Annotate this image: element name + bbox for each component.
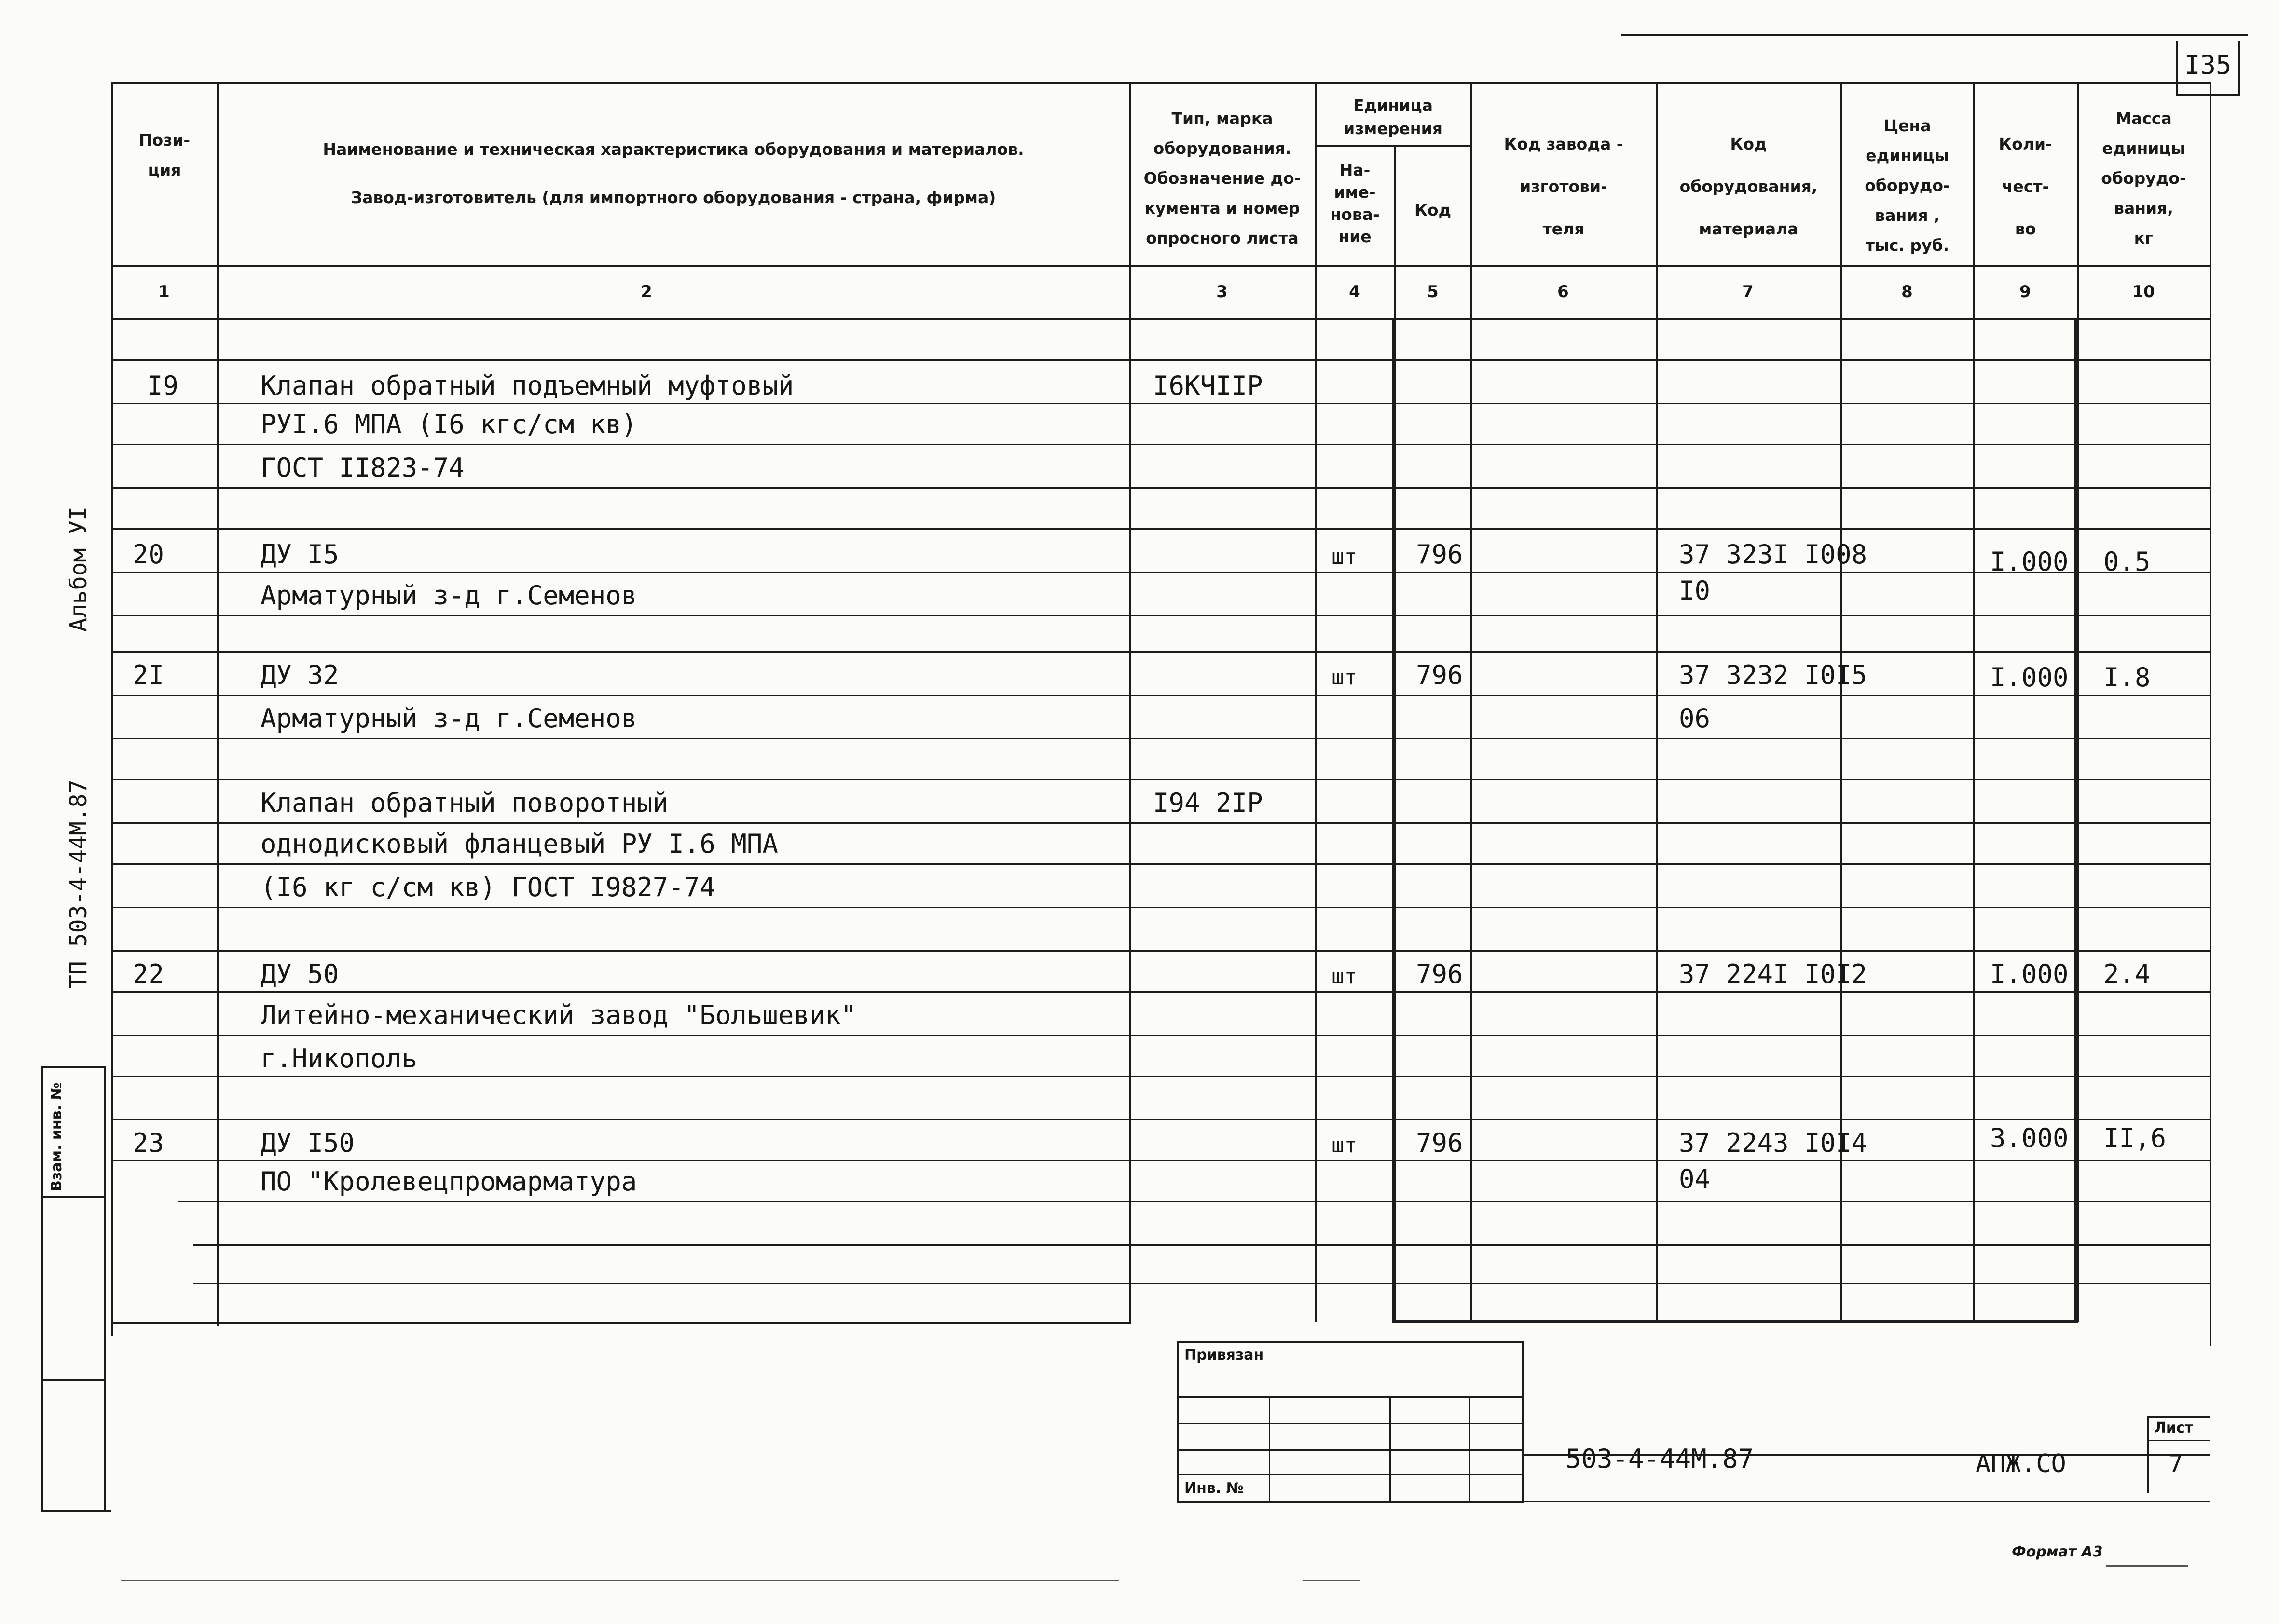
tb-sheet-left xyxy=(2147,1416,2149,1493)
header-col4: На- име- нова- ние xyxy=(1330,161,1380,246)
row-line xyxy=(111,738,2210,739)
row-line xyxy=(193,1244,2210,1246)
tb-small-row xyxy=(1177,1423,1524,1424)
col-number: 9 xyxy=(2019,282,2031,301)
row20-quantity: I.000 xyxy=(1990,546,2069,577)
tb-small-right xyxy=(1522,1341,1524,1502)
row21-line2: Арматурный з-д г.Семенов xyxy=(261,703,637,734)
col-divider-2 xyxy=(1129,82,1131,1322)
row20-line2: Арматурный з-д г.Семенов xyxy=(261,580,637,611)
table-left-border xyxy=(111,82,113,1336)
album-label: Альбом УI xyxy=(65,506,92,632)
row22-name: ДУ 50 xyxy=(261,959,339,989)
group-name-line1: Клапан обратный поворотный xyxy=(261,788,669,818)
col-divider-5 xyxy=(1470,82,1472,1322)
tb-small-left xyxy=(1177,1341,1179,1502)
row20-material-code: 37 323I I008 xyxy=(1679,539,1867,570)
row-line xyxy=(111,907,2210,908)
col-number: 10 xyxy=(2132,282,2155,301)
row23-name: ДУ I50 xyxy=(261,1128,355,1158)
header-col7: Код оборудования, материала xyxy=(1679,135,1818,238)
row20-code: 796 xyxy=(1416,539,1463,570)
row23-line2: ПО "Кролевецпромарматура xyxy=(261,1166,637,1197)
row23-quantity: 3.000 xyxy=(1990,1123,2069,1153)
privyazan-label: Привязан xyxy=(1184,1347,1264,1364)
header-col1: Пози- ция xyxy=(138,131,191,179)
row-line xyxy=(111,1076,2210,1077)
row21-name: ДУ 32 xyxy=(261,660,339,690)
format-label: Формат А3 xyxy=(2012,1543,2103,1560)
row-line xyxy=(111,572,2210,573)
row-line xyxy=(111,487,2210,489)
row-line xyxy=(111,779,2210,780)
row23-mass: II,6 xyxy=(2103,1123,2167,1153)
row19-position: I9 xyxy=(147,370,179,401)
header-col2: Наименование и техническая характеристика оборудования и материалов. Завод-изготовитель (для импортного оборудования - страна, фирма) xyxy=(323,140,1024,207)
row20-mass: 0.5 xyxy=(2103,546,2151,577)
row20-name: ДУ I5 xyxy=(261,539,339,570)
bottom-rule xyxy=(1303,1580,1360,1581)
col-divider-1 xyxy=(217,82,219,1326)
row22-quantity: I.000 xyxy=(1990,959,2069,989)
row23-material-code: 37 2243 I0I4 xyxy=(1679,1128,1867,1158)
tb-small-top xyxy=(1177,1341,1524,1343)
row-line xyxy=(111,528,2210,530)
row21-position: 2I xyxy=(133,660,165,690)
header-col3: Тип, марка оборудования. Обозначение до- кумента и номер опросного листа xyxy=(1143,109,1301,247)
row20-material-code-2: I0 xyxy=(1679,575,1711,606)
tb-small-row xyxy=(1177,1396,1524,1398)
row22-unit: шт xyxy=(1332,964,1357,989)
row-line xyxy=(111,991,2210,993)
unit-group-divider xyxy=(1315,145,1471,147)
row-line xyxy=(111,695,2210,696)
row19-line3: ГОСТ II823-74 xyxy=(261,452,465,483)
row21-unit: шт xyxy=(1332,665,1357,690)
col-number: 2 xyxy=(641,282,652,301)
row-line xyxy=(178,1201,2210,1202)
col-number: 4 xyxy=(1349,282,1360,301)
header-col10: Масса единицы оборудо- вания, кг xyxy=(2101,109,2186,247)
row21-code: 796 xyxy=(1416,660,1463,690)
row21-material-code-2: 06 xyxy=(1679,703,1711,734)
row-line xyxy=(111,1160,2210,1161)
thick-box-right xyxy=(2074,318,2078,1322)
sheet-code: АПЖ.СО xyxy=(1976,1449,2066,1478)
tb-sheet-divider xyxy=(2147,1440,2210,1441)
top-rule xyxy=(1621,34,2248,36)
document-code: 503-4-44М.87 xyxy=(1565,1444,1754,1474)
row-line xyxy=(111,1119,2210,1120)
row22-code: 796 xyxy=(1416,959,1463,989)
stamp-strip-left xyxy=(41,1066,43,1510)
row23-material-code-2: 04 xyxy=(1679,1164,1711,1194)
row21-quantity: I.000 xyxy=(1990,662,2069,693)
stamp-inv-label: Взам. инв. № xyxy=(48,1082,65,1191)
row22-position: 22 xyxy=(133,959,165,989)
table-right-border xyxy=(2210,82,2211,1346)
group-name-line3: (I6 кг с/см кв) ГОСТ I9827-74 xyxy=(261,872,715,902)
row22-line3: г.Никополь xyxy=(261,1043,418,1074)
row22-line2: Литейно-механический завод "Большевик" xyxy=(261,1000,857,1030)
row23-position: 23 xyxy=(133,1128,165,1158)
tb-sheet-top xyxy=(2147,1416,2210,1418)
header-col9: Коли- чест- во xyxy=(1999,135,2052,238)
tb-main-bottom xyxy=(1177,1501,2210,1502)
col-divider-8 xyxy=(1973,82,1975,1322)
header-bottom-border xyxy=(111,265,2210,267)
page-number: I35 xyxy=(2184,50,2232,80)
row23-unit: шт xyxy=(1332,1133,1357,1158)
format-underline xyxy=(2106,1565,2188,1567)
header-col8: Цена единицы оборудо- вания , тыс. руб. xyxy=(1865,116,1950,255)
tb-small-row xyxy=(1177,1449,1524,1451)
row-line xyxy=(111,444,2210,445)
group-type: I94 2IР xyxy=(1153,788,1263,818)
sheet-number: 7 xyxy=(2169,1450,2183,1478)
col-divider-3 xyxy=(1315,82,1317,1322)
project-label: ТП 503-4-44М.87 xyxy=(65,779,92,989)
thick-box-left xyxy=(1392,318,1396,1322)
row23-code: 796 xyxy=(1416,1128,1463,1158)
row-line xyxy=(111,950,2210,952)
numbers-bottom-border xyxy=(111,318,2210,320)
col-divider-6 xyxy=(1656,82,1658,1322)
col-number: 7 xyxy=(1742,282,1754,301)
tb-small-col xyxy=(1469,1396,1470,1502)
page-box-bottom xyxy=(2176,94,2240,96)
row22-material-code: 37 224I I0I2 xyxy=(1679,959,1867,989)
col-number: 3 xyxy=(1216,282,1228,301)
row-line xyxy=(111,403,2210,404)
row19-line2: РУI.6 МПА (I6 кгс/см кв) xyxy=(261,409,637,439)
col-number: 8 xyxy=(1901,282,1913,301)
row22-mass: 2.4 xyxy=(2103,959,2151,989)
thick-box-bottom xyxy=(1392,1320,2078,1323)
stamp-strip-mid xyxy=(41,1196,106,1198)
header-unit-title: Единица измерения xyxy=(1344,96,1442,138)
col-number: 5 xyxy=(1427,282,1439,301)
stamp-strip-right xyxy=(104,1066,106,1510)
row-line xyxy=(111,1035,2210,1036)
group-name-line2: однодисковый фланцевый РУ I.6 МПА xyxy=(261,829,778,859)
row20-position: 20 xyxy=(133,539,165,570)
row19-name: Клапан обратный подъемный муфтовый xyxy=(261,370,794,401)
bottom-rule xyxy=(121,1580,1119,1581)
stamp-strip-mid2 xyxy=(41,1379,106,1381)
table-bottom-border xyxy=(111,1322,1131,1324)
col-number: 1 xyxy=(158,282,170,301)
tb-small-col xyxy=(1269,1396,1270,1502)
col-number: 6 xyxy=(1557,282,1569,301)
row-line xyxy=(111,651,2210,653)
inv-no-label: Инв. № xyxy=(1184,1480,1244,1497)
header-col6: Код завода - изготови- теля xyxy=(1504,135,1623,238)
tb-small-row xyxy=(1177,1474,1524,1475)
row21-material-code: 37 3232 I0I5 xyxy=(1679,660,1867,690)
corner-mark xyxy=(63,1510,111,1512)
row21-mass: I.8 xyxy=(2103,662,2151,693)
table-top-border xyxy=(111,82,2210,84)
page-box-right xyxy=(2238,41,2240,94)
row-line xyxy=(111,863,2210,865)
row19-type: I6КЧIIР xyxy=(1153,370,1263,401)
row20-unit: шт xyxy=(1332,545,1357,569)
row-line xyxy=(111,822,2210,824)
sheet-label: Лист xyxy=(2154,1419,2194,1436)
header-col5: Код xyxy=(1414,201,1452,219)
row-line xyxy=(111,359,2210,361)
row-line xyxy=(111,615,2210,616)
row-line xyxy=(193,1283,2210,1284)
page-box-left xyxy=(2176,41,2178,94)
stamp-strip-top xyxy=(41,1066,106,1068)
tb-small-col xyxy=(1389,1396,1391,1502)
